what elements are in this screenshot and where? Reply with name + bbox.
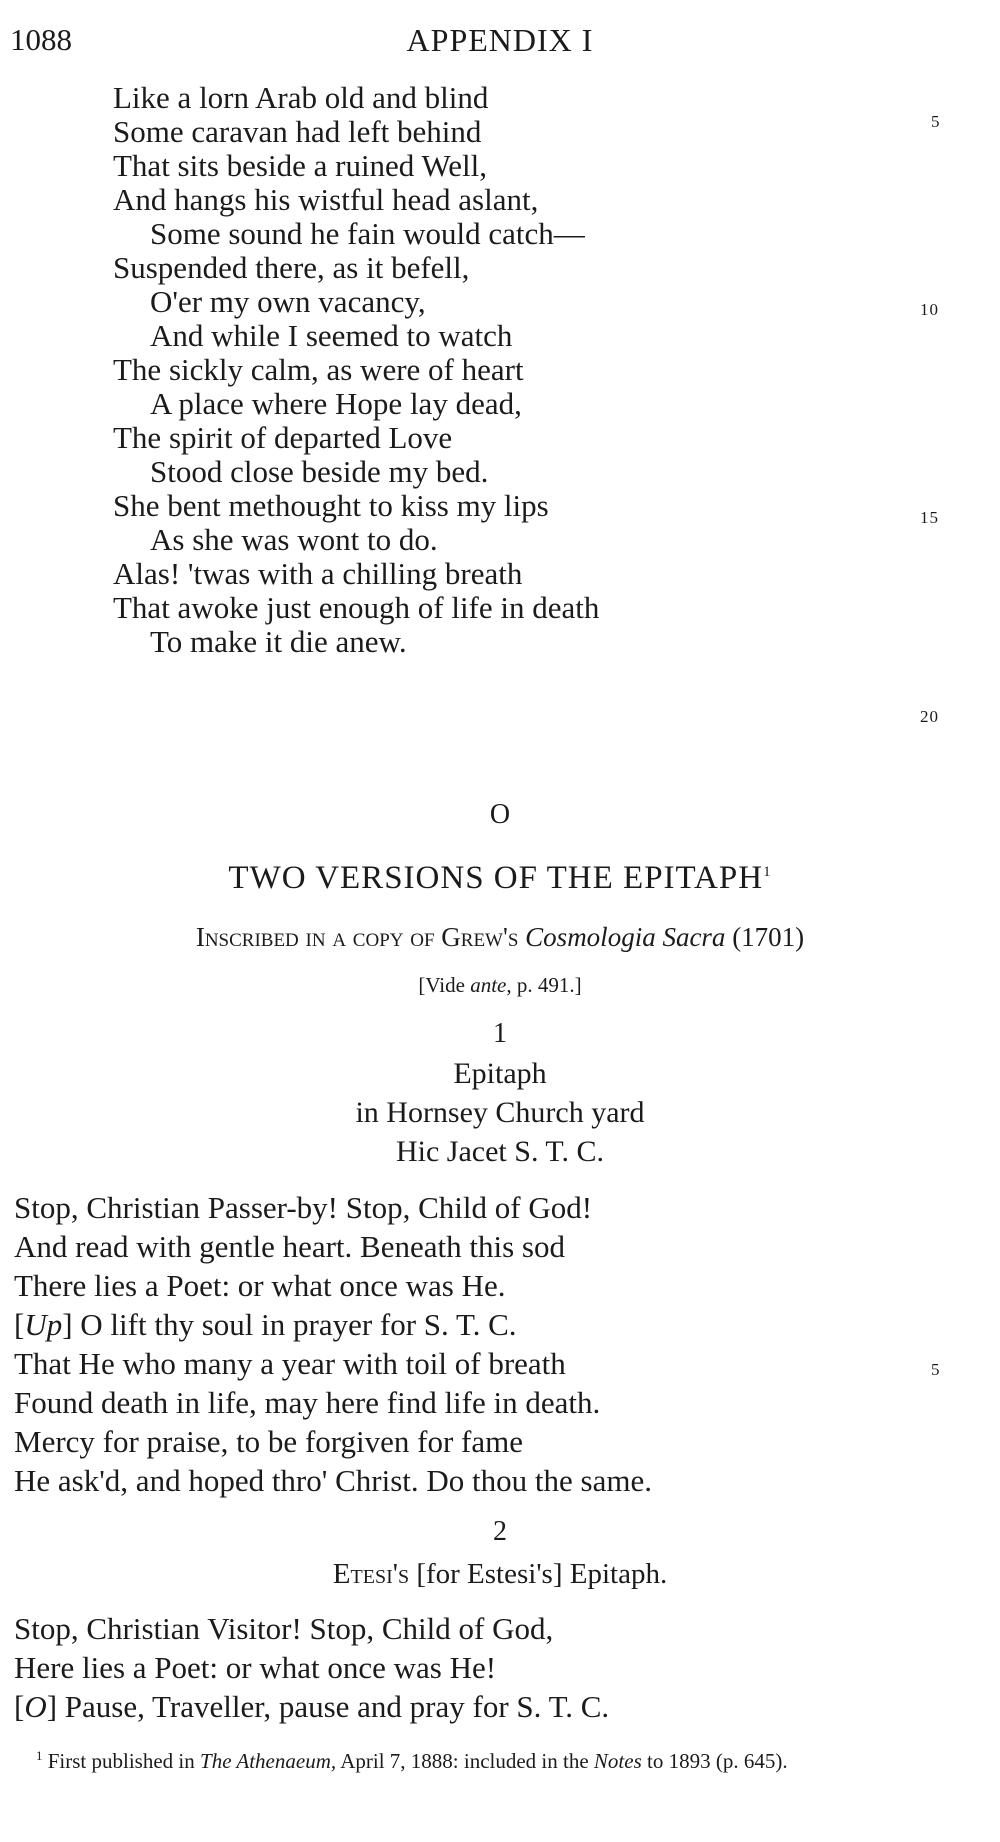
- epitaph-line-text: Pause, Traveller, pause and pray for S. T. C.: [64, 1689, 610, 1724]
- epitaph-heading: [0, 1555, 1000, 1593]
- section-title-text: TWO VERSIONS OF THE EPITAPH: [228, 860, 764, 896]
- epitaph-heading-line: Epitaph: [453, 1057, 547, 1090]
- heading-name: Etesi's: [332, 1558, 410, 1590]
- poem-line: To make it die anew.: [150, 624, 407, 659]
- version-number: 2: [493, 1516, 507, 1547]
- poem-line: Some caravan had left behind: [113, 114, 482, 149]
- epitaph-line: Here lies a Poet: or what once was He!: [14, 1650, 497, 1685]
- poem-line: Some sound he fain would catch—: [150, 216, 585, 251]
- epitaph-line: He ask'd, and hoped thro' Christ. Do thou the same.: [14, 1463, 652, 1498]
- footnote-text: to 1893 (p. 645).: [647, 1749, 788, 1773]
- footnote-text: April 7, 1888: included in the: [340, 1749, 589, 1773]
- epitaph-line: That He who many a year with toil of breath: [14, 1346, 566, 1381]
- poem-line: And while I seemed to watch: [150, 318, 513, 353]
- subtitle-prefix: Inscribed in a copy of Grew's: [195, 922, 519, 952]
- epitaph-line: There lies a Poet: or what once was He.: [14, 1268, 506, 1303]
- line-number: 15: [920, 508, 939, 527]
- line-number: 5: [931, 1360, 941, 1379]
- poem-line: Suspended there, as it befell,: [113, 250, 470, 285]
- line-number: 10: [920, 300, 939, 319]
- poem-line: She bent methought to kiss my lips: [113, 488, 549, 523]
- vide-italic: ante: [470, 973, 507, 997]
- poem-line: Like a lorn Arab old and blind: [113, 80, 489, 115]
- line-number: 5: [931, 112, 941, 131]
- epitaph-line: Found death in life, may here find life in death.: [14, 1385, 601, 1420]
- version-number: 1: [493, 1018, 507, 1049]
- epitaph-line-text: O lift thy soul in prayer for S. T. C.: [80, 1307, 517, 1342]
- poem-line: A place where Hope lay dead,: [150, 386, 522, 421]
- poem-line: And hangs his wistful head aslant,: [113, 182, 539, 217]
- subtitle-book-title: Cosmologia Sacra: [525, 922, 726, 952]
- section-letter: O: [489, 799, 511, 830]
- poem-line: O'er my own vacancy,: [150, 284, 426, 319]
- poem-line: The spirit of departed Love: [113, 420, 453, 455]
- vide-prefix: [Vide: [418, 973, 465, 997]
- footnote-notes: Notes: [593, 1749, 642, 1773]
- line-number: 20: [920, 707, 939, 726]
- subtitle-year: (1701): [732, 922, 805, 952]
- epitaph-line: And read with gentle heart. Beneath this sod: [14, 1229, 565, 1264]
- page-number: 1088: [10, 22, 72, 57]
- footnote-ref[interactable]: 1: [763, 864, 772, 880]
- section-subtitle: [0, 918, 1000, 956]
- poem-line: As she was wont to do.: [150, 522, 438, 557]
- heading-rest: [for Estesi's] Epitaph.: [416, 1558, 668, 1590]
- epitaph-line: Stop, Christian Visitor! Stop, Child of God,: [14, 1611, 554, 1646]
- editorial-bracket: [O]: [14, 1689, 58, 1724]
- section-title: [0, 850, 1000, 900]
- epitaph-heading-line: Hic Jacet S. T. C.: [395, 1135, 605, 1168]
- epitaph-line: [14, 1306, 517, 1344]
- epitaph-line: Stop, Christian Passer-by! Stop, Child of God!: [14, 1190, 593, 1225]
- poem-line: That awoke just enough of life in death: [113, 590, 600, 625]
- running-title: APPENDIX I: [406, 22, 594, 58]
- epitaph-line: [14, 1688, 609, 1726]
- poem-line: The sickly calm, as were of heart: [113, 352, 524, 387]
- poem-line: Alas! 'twas with a chilling breath: [113, 556, 523, 591]
- footnote-journal: The Athenaeum,: [200, 1749, 337, 1773]
- epitaph-line: Mercy for praise, to be forgiven for fame: [14, 1424, 524, 1459]
- cross-reference: [0, 970, 1000, 1000]
- footnote-marker: 1: [36, 1748, 43, 1763]
- poem-line: That sits beside a ruined Well,: [113, 148, 488, 183]
- epitaph-heading-line: in Hornsey Church yard: [355, 1096, 645, 1129]
- footnote: [14, 1741, 984, 1776]
- editorial-bracket: [Up]: [14, 1307, 73, 1342]
- poem-line: Stood close beside my bed.: [150, 454, 489, 489]
- vide-suffix: , p. 491.]: [506, 973, 582, 997]
- footnote-text: First published in: [47, 1749, 195, 1773]
